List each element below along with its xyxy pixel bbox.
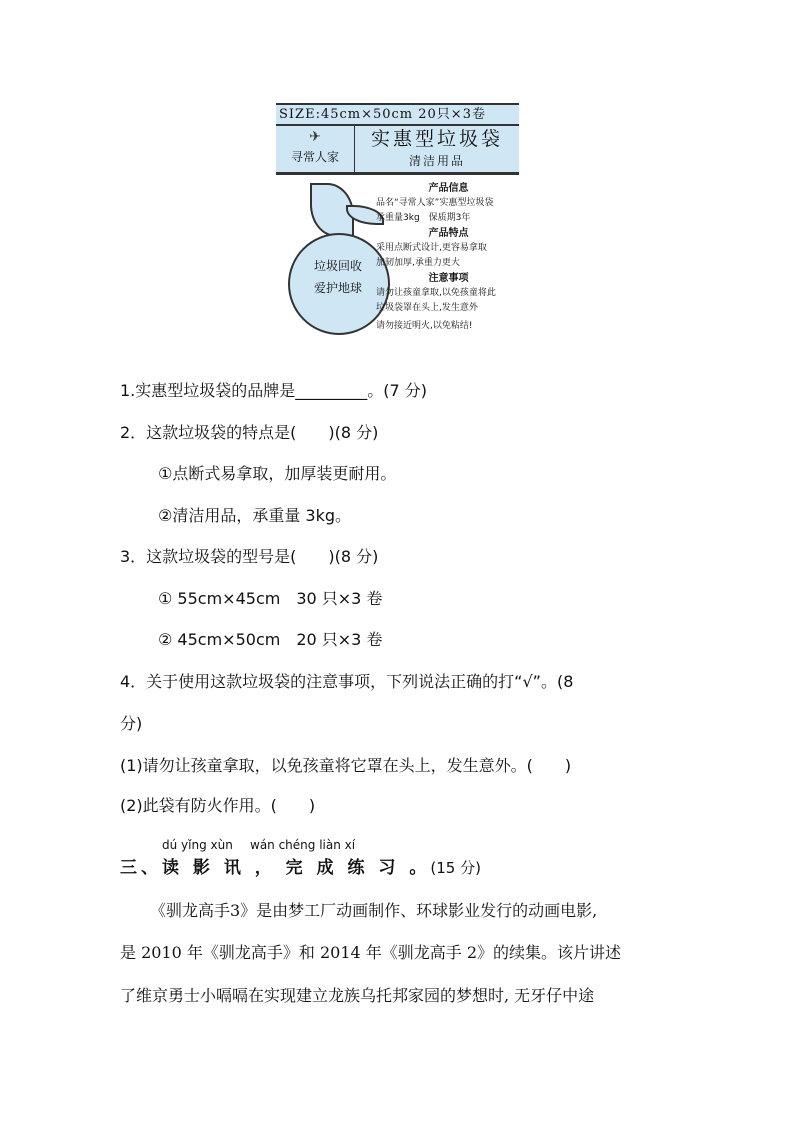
info-line: 采用点断式设计,更容易拿取 <box>376 243 487 253</box>
globe-area <box>276 175 519 345</box>
slogan <box>298 255 378 299</box>
statement: (2)此袋有防火作用。( ) <box>120 796 316 815</box>
brand-name: 寻常人家 <box>290 150 339 164</box>
title-box <box>355 126 519 172</box>
info-heading: 产品信息 <box>428 183 469 194</box>
question-2: 2．这款垃圾袋的特点是( )(8 分) <box>120 423 379 442</box>
info-line: 承重量3kg 保质期3年 <box>376 213 471 223</box>
section-title <box>120 853 481 878</box>
option: ① 55cm×45cm 30 只×3 卷 <box>158 589 383 608</box>
question-1: 1.实惠型垃圾袋的品牌是_________。(7 分) <box>120 381 428 400</box>
info-line: 品名“寻常人家”实惠型垃圾袋 <box>376 198 494 208</box>
product-info <box>376 181 521 334</box>
question-4-cont: 分) <box>120 714 143 733</box>
pinyin: wán chéng liàn xí <box>250 838 356 852</box>
brand-box <box>276 126 355 172</box>
pinyin: dú yǐng xùn <box>162 838 233 852</box>
size-bar: SIZE:45cm×50cm 20只×3卷 <box>276 103 519 126</box>
info-line: 请勿让孩童拿取,以免孩童将此 <box>376 288 496 298</box>
info-line: 请勿接近明火,以免粘结! <box>376 321 473 331</box>
passage-line: 《驯龙高手3》是由梦工厂动画制作、环球影业发行的动画电影, <box>150 901 598 920</box>
option: ①点断式易拿取，加厚装更耐用。 <box>158 464 397 483</box>
info-line: 加韧加厚,承重力更大 <box>376 258 460 268</box>
slogan-line: 垃圾回收 <box>313 259 362 273</box>
section-score: (15 分) <box>430 859 481 877</box>
info-heading: 注意事项 <box>428 273 469 284</box>
product-subtitle: 清洁用品 <box>408 154 465 168</box>
question-3: 3．这款垃圾袋的型号是( )(8 分) <box>120 547 379 566</box>
option: ② 45cm×50cm 20 只×3 卷 <box>158 630 383 649</box>
passage-line: 了维京勇士小嗝嗝在实现建立龙族乌托邦家园的梦想时, 无牙仔中途 <box>120 986 595 1005</box>
label-header <box>276 126 519 175</box>
info-heading: 产品特点 <box>428 228 469 239</box>
question-4: 4．关于使用这款垃圾袋的注意事项，下列说法正确的打“√”。(8 <box>120 672 574 691</box>
info-line: 垃圾袋罩在头上,发生意外 <box>376 303 478 313</box>
passage-line: 是 2010 年《驯龙高手》和 2014 年《驯龙高手 2》的续集。该片讲述 <box>120 943 622 962</box>
bird-logo-icon: ✈ <box>309 129 321 145</box>
statement: (1)请勿让孩童拿取，以免孩童将它罩在头上，发生意外。( ) <box>120 756 572 775</box>
product-title: 实惠型垃圾袋 <box>370 128 503 150</box>
slogan-line: 爱护地球 <box>313 281 362 295</box>
product-label-image <box>276 103 519 343</box>
option: ②清洁用品，承重量 3kg。 <box>158 506 352 525</box>
section-heading: 三、读 影 讯 ， 完 成 练 习 。 <box>120 858 431 878</box>
